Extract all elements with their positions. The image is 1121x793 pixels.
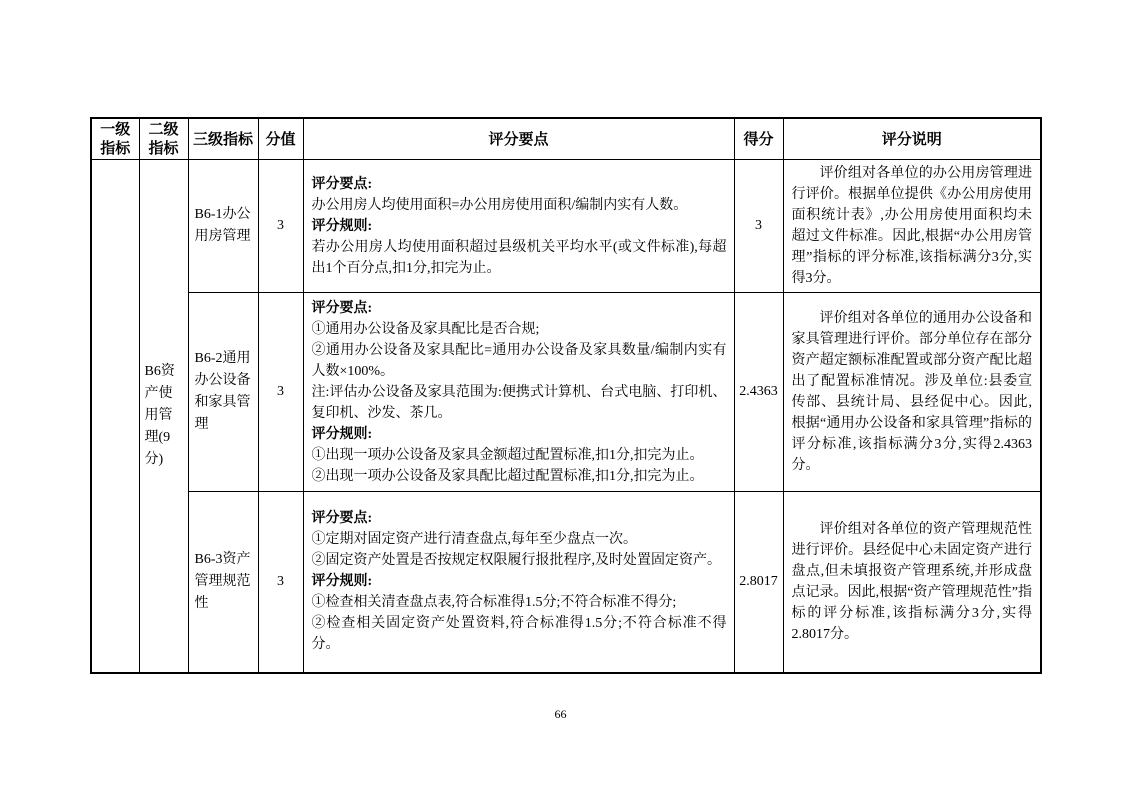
page-number: 66 [554, 707, 567, 721]
col-header-level3-indicator: 三级指标 [188, 118, 258, 160]
points-line: ②出现一项办公设备及家具配比超过配置标准,扣1分,扣完为止。 [311, 468, 704, 484]
score-value-cell: 3 [258, 293, 303, 492]
table-row-b6-1 [91, 160, 1041, 293]
score-cell: 2.4363 [734, 293, 783, 492]
points-line: ①定期对固定资产进行清查盘点,每年至少盘点一次。 [311, 532, 637, 548]
score-cell: 3 [734, 160, 783, 293]
table-row-b6-2 [91, 293, 1041, 492]
points-line: ①通用办公设备及家具配比是否合规; [311, 321, 540, 337]
scoring-points-cell [303, 293, 734, 492]
evaluation-table [90, 117, 1042, 674]
col-header-level2-indicator: 二级指标 [139, 118, 188, 160]
scoring-description-cell [783, 293, 1041, 492]
description-paragraph: 评价组对各单位的通用办公设备和家具管理进行评价。部分单位存在部分资产超定额标准配置或部分资产配比超出了配置标准情况。涉及单位:县委宣传部、县统计局、县经促中心。因此,根据“通用办公设备和家具管理”指标的评分标准,该指标满分3分,实得2.4363分。 [791, 311, 1032, 473]
points-line: 若办公用房人均使用面积超过县级机关平均水平(或文件标准),每超出1个百分点,扣1分,扣完为止。 [311, 239, 727, 276]
score-value-cell: 3 [258, 160, 303, 293]
scoring-points-cell [303, 492, 734, 673]
points-line: ②通用办公设备及家具配比=通用办公设备及家具数量/编制内实有人数×100%。 [311, 342, 727, 379]
description-paragraph: 评价组对各单位的办公用房管理进行评价。根据单位提供《办公用房使用面积统计表》,办公用房使用面积均未超过文件标准。因此,根据“办公用房管理”指标的评分标准,该指标满分3分,实得3分。 [791, 166, 1032, 286]
score-value-cell: 3 [258, 492, 303, 673]
points-line: 办公用房人均使用面积=办公用房使用面积/编制内实有人数。 [311, 197, 688, 213]
header-row [91, 118, 1041, 160]
level1-indicator-cell [91, 160, 139, 673]
col-header-scoring-description: 评分说明 [783, 118, 1041, 160]
rules-label: 评分规则: [311, 574, 373, 590]
points-label: 评分要点: [311, 511, 373, 527]
points-label: 评分要点: [311, 300, 373, 316]
col-header-level1-indicator: 一级指标 [91, 118, 139, 160]
level3-indicator-cell: B6-1办公用房管理 [188, 160, 258, 293]
points-line: ①检查相关清查盘点表,符合标准得1.5分;不符合标准不得分; [311, 595, 677, 611]
rules-label: 评分规则: [311, 218, 373, 234]
scoring-description-cell [783, 492, 1041, 673]
score-cell: 2.8017 [734, 492, 783, 673]
points-label: 评分要点: [311, 176, 373, 192]
points-line: ②固定资产处置是否按规定权限履行报批程序,及时处置固定资产。 [311, 553, 721, 569]
col-header-score-value: 分值 [258, 118, 303, 160]
rules-label: 评分规则: [311, 426, 373, 442]
level3-indicator-cell: B6-2通用办公设备和家具管理 [188, 293, 258, 492]
points-line: 注:评估办公设备及家具范围为:便携式计算机、台式电脑、打印机、复印机、沙发、茶几。 [311, 384, 727, 421]
scoring-description-cell [783, 160, 1041, 293]
col-header-scoring-points: 评分要点 [303, 118, 734, 160]
level3-indicator-cell: B6-3资产管理规范性 [188, 492, 258, 673]
points-line: ②检查相关固定资产处置资料,符合标准得1.5分;不符合标准不得分。 [311, 616, 727, 653]
col-header-score: 得分 [734, 118, 783, 160]
points-line: ①出现一项办公设备及家具金额超过配置标准,扣1分,扣完为止。 [311, 447, 704, 463]
scoring-points-cell [303, 160, 734, 293]
description-paragraph: 评价组对各单位的资产管理规范性进行评价。县经促中心未固定资产进行盘点,但未填报资产管理系统,并形成盘点记录。因此,根据“资产管理规范性”指标的评分标准,该指标满分3分,实得2.8017分。 [791, 521, 1032, 642]
table-row-b6-3 [91, 492, 1041, 673]
level2-indicator-cell: B6资产使用管理(9分) [139, 160, 188, 673]
